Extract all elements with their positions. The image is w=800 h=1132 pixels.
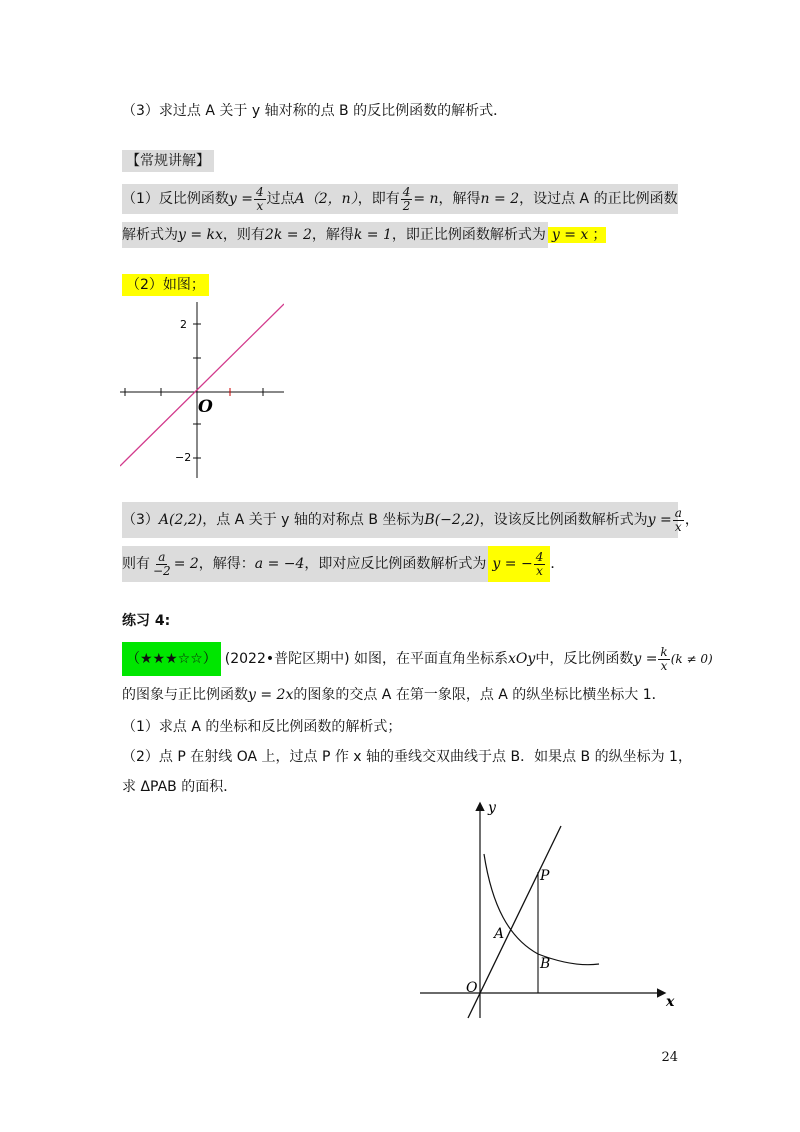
sol3-ans-frac bbox=[534, 551, 546, 578]
exercise-4-line-1 bbox=[122, 642, 713, 676]
sol1-eq-1: y = bbox=[228, 191, 254, 207]
frac-num: a bbox=[674, 505, 682, 520]
sol1-text-1: （1）反比例函数 bbox=[122, 191, 229, 207]
graph-hyperbola-and-line bbox=[414, 796, 680, 1024]
sol1-eq-6: k = 1 bbox=[353, 227, 392, 243]
sol1-text-3: ，即有 bbox=[357, 191, 400, 207]
origin-label: O bbox=[466, 980, 478, 996]
ex4-frac bbox=[658, 646, 669, 673]
page-number: 24 bbox=[661, 1050, 678, 1065]
frac-den: x bbox=[536, 563, 543, 578]
sol1-l2-text-a: 解析式为 bbox=[122, 227, 178, 243]
frac-num: k bbox=[660, 644, 668, 659]
ex4-source: (2022•普陀区期中) 如图，在平面直角坐标系 bbox=[224, 651, 509, 667]
difficulty-stars: （★★★☆☆） bbox=[122, 642, 221, 676]
ex4-coord: xOy bbox=[508, 651, 536, 667]
ex4-l2-text-b: 的图象的交点 A 在第一象限，点 A 的纵坐标比横坐标大 1． bbox=[293, 687, 666, 703]
frac-den: x bbox=[674, 519, 682, 534]
sol1-l2-text-b: ，则有 bbox=[222, 227, 265, 243]
sol1-point: A（2，n） bbox=[294, 191, 358, 207]
frac-num: 4 bbox=[256, 184, 264, 199]
sol3-text-1: （3） bbox=[122, 512, 159, 528]
sol1-eq-3: n = 2 bbox=[480, 191, 520, 207]
section-title: 【常规讲解】 bbox=[122, 150, 214, 172]
sol3-l2-text-a: 则有 bbox=[122, 556, 150, 572]
sol1-text-4: ，解得 bbox=[438, 191, 481, 207]
ex4-condition: (k ≠ 0) bbox=[670, 652, 713, 666]
question-3: （3）求过点 A 关于 y 轴对称的点 B 的反比例函数的解析式． bbox=[122, 103, 508, 119]
ex4-l2-text-a: 的图象与正比例函数 bbox=[122, 687, 248, 703]
sol3-text-4: ， bbox=[684, 512, 699, 528]
sol3-point-a: A(2,2) bbox=[158, 512, 203, 528]
frac-num: a bbox=[158, 549, 166, 564]
origin-label: O bbox=[198, 397, 213, 417]
exercise-4-question-1: （1）求点 A 的坐标和反比例函数的解析式； bbox=[122, 719, 402, 735]
frac-den: x bbox=[660, 658, 668, 673]
frac-num: 4 bbox=[535, 549, 544, 564]
sol1-frac-2 bbox=[401, 186, 413, 213]
x-axis-label: x bbox=[666, 994, 675, 1010]
ex4-eq-2: y = 2x bbox=[248, 687, 294, 703]
sol1-l2-text-e: ； bbox=[592, 227, 607, 243]
tick-label-top: 2 bbox=[180, 318, 187, 331]
sol3-ans-eq: y = − bbox=[492, 556, 533, 572]
point-b-label: B bbox=[540, 956, 551, 972]
sol1-eq-5: 2k = 2 bbox=[264, 227, 312, 243]
exercise-4-line-2 bbox=[122, 684, 666, 706]
frac-den: x bbox=[256, 198, 264, 213]
frac-num: 4 bbox=[402, 184, 411, 199]
ex4-eq-1: y = bbox=[633, 651, 658, 667]
sol3-l2-text-b: ，解得： bbox=[198, 556, 255, 572]
sol3-point-b: B(−2,2) bbox=[424, 512, 480, 528]
frac-den: −2 bbox=[153, 563, 171, 578]
sol1-answer: y = x bbox=[548, 227, 592, 243]
y-axis-label: y bbox=[488, 800, 496, 816]
sol3-l2-text-c: ，即对应反比例函数解析式为 bbox=[304, 556, 487, 572]
solution-2-label: （2）如图； bbox=[122, 274, 209, 296]
sol1-text-2: 过点 bbox=[266, 191, 295, 207]
sol3-eq-3: a = −4 bbox=[254, 556, 305, 572]
point-p-label: P bbox=[540, 868, 550, 884]
ex4-text-1: 中，反比例函数 bbox=[535, 651, 634, 667]
sol3-text-2: ，点 A 关于 y 轴的对称点 B 坐标为 bbox=[202, 512, 425, 528]
sol1-l2-text-c: ，解得 bbox=[311, 227, 354, 243]
point-a-label: A bbox=[494, 926, 505, 942]
solution-1-line-2 bbox=[122, 222, 606, 248]
sol1-eq-2: = n bbox=[413, 191, 439, 207]
sol1-l2-text-d: ，即正比例函数解析式为 bbox=[391, 227, 546, 243]
sol3-text-3: ，设该反比例函数解析式为 bbox=[479, 512, 648, 528]
sol1-text-5: ，设过点 A 的正比例函数 bbox=[519, 191, 678, 207]
sol3-frac-1 bbox=[673, 507, 684, 534]
sol1-frac-1 bbox=[254, 186, 266, 213]
solution-3-line-2 bbox=[122, 546, 564, 582]
frac-den: 2 bbox=[402, 198, 411, 213]
sol3-eq-2: = 2 bbox=[173, 556, 199, 572]
function-line bbox=[120, 304, 284, 466]
sol3-eq-1: y = bbox=[647, 512, 672, 528]
solution-1-line-1 bbox=[122, 184, 678, 214]
exercise-4-question-2-cont: 求 ΔPAB 的面积． bbox=[122, 779, 238, 795]
sol1-eq-4: y = kx bbox=[178, 227, 223, 243]
sol3-l2-text-d: ． bbox=[550, 556, 565, 572]
solution-3-line-1 bbox=[122, 502, 699, 538]
exercise-4-title: 练习 4: bbox=[122, 613, 171, 629]
tick-label-bottom: −2 bbox=[175, 451, 192, 464]
exercise-4-question-2: （2）点 P 在射线 OA 上，过点 P 作 x 轴的垂线交双曲线于点 B．如果点 B 的纵坐标为 1， bbox=[122, 749, 692, 765]
line-op bbox=[468, 826, 561, 1018]
sol3-answer bbox=[488, 546, 550, 582]
graph-line-y-equals-x bbox=[120, 302, 284, 478]
sol3-frac-2 bbox=[151, 551, 173, 578]
